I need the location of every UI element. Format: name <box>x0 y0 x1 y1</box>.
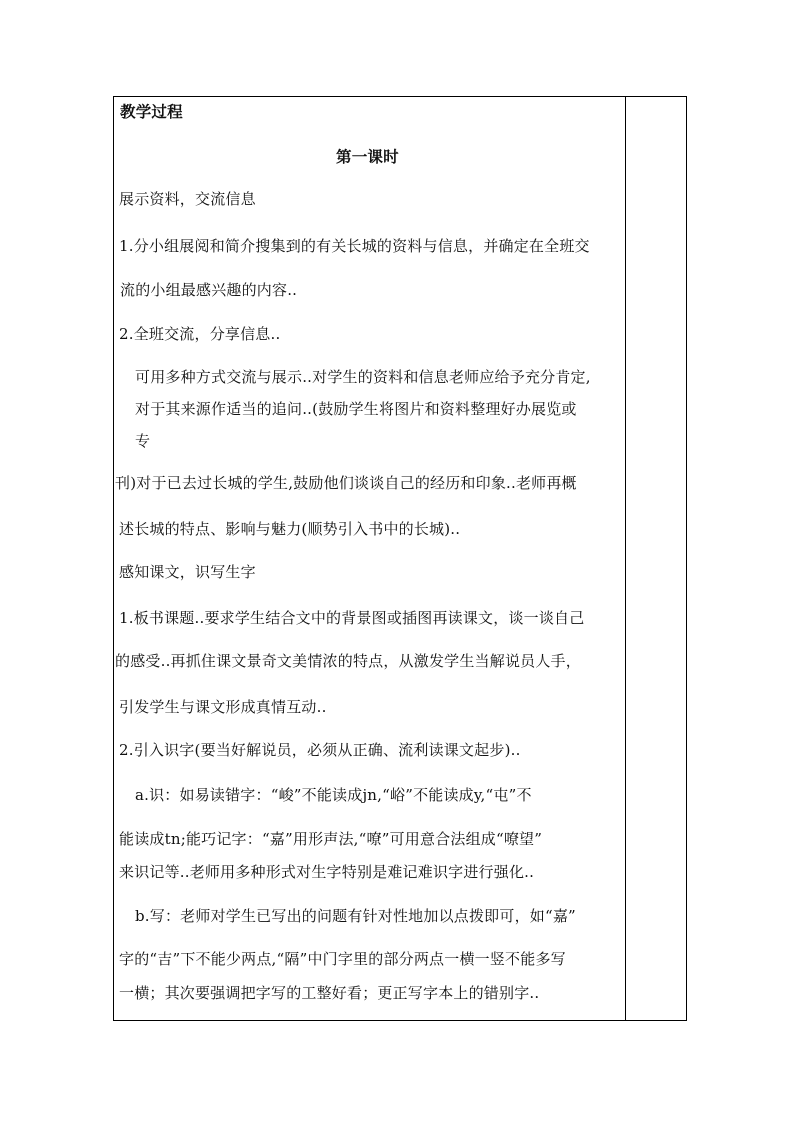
text-line: 述长城的特点、影响与魅力(顺势引入书中的长城).. <box>119 520 461 538</box>
text-line: 能读成tn;能巧记字：“嘉”用形声法,“嘹”可用意合法组成“嘹望” <box>119 830 543 848</box>
lesson-title: 第一课时 <box>336 147 399 166</box>
text-line: 1.板书课题..要求学生结合文中的背景图或插图再读课文，谈一谈自己 <box>119 609 585 627</box>
text-line: 专 <box>135 432 151 450</box>
column-divider <box>625 97 626 1020</box>
text-line: 引发学生与课文形成真情互动.. <box>119 698 327 716</box>
text-line: 字的“吉”下不能少两点,“隔”中门字里的部分两点一横一竖不能多写 <box>119 950 566 968</box>
text-line: 展示资料，交流信息 <box>119 190 256 208</box>
lesson-plan-table <box>113 96 687 1021</box>
text-line: a.识：如易读错字：“峻”不能读成jn,“峪”不能读成y,“屯”不 <box>135 786 532 804</box>
text-line: 的感受..再抓住课文景奇文美情浓的特点，从激发学生当解说员人手， <box>115 652 581 670</box>
text-line: 一横；其次要强调把字写的工整好看；更正写字本上的错别字.. <box>119 984 540 1002</box>
text-line: 1.分小组展阅和简介搜集到的有关长城的资料与信息，并确定在全班交 <box>119 237 590 255</box>
text-line: 对于其来源作适当的追问..(鼓励学生将图片和资料整理好办展览或 <box>135 400 577 418</box>
text-line: 刊)对于已去过长城的学生,鼓励他们谈谈自己的经历和印象..老师再概 <box>115 474 577 492</box>
text-line: 2.引入识字(要当好解说员，必须从正确、流利读课文起步).. <box>119 741 521 759</box>
text-line: 可用多种方式交流与展示..对学生的资料和信息老师应给予充分肯定, <box>135 368 591 386</box>
section-label: 教学过程 <box>120 102 183 121</box>
text-line: 流的小组最感兴趣的内容.. <box>120 281 298 299</box>
text-line: 2.全班交流，分享信息.. <box>119 325 281 343</box>
text-line: 来识记等..老师用多种形式对生字特别是难记难识字进行强化.. <box>119 863 535 881</box>
text-line: 感知课文，识写生字 <box>119 563 256 581</box>
text-line: b.写：老师对学生已写出的问题有针对性地加以点拨即可，如“嘉” <box>135 907 576 925</box>
